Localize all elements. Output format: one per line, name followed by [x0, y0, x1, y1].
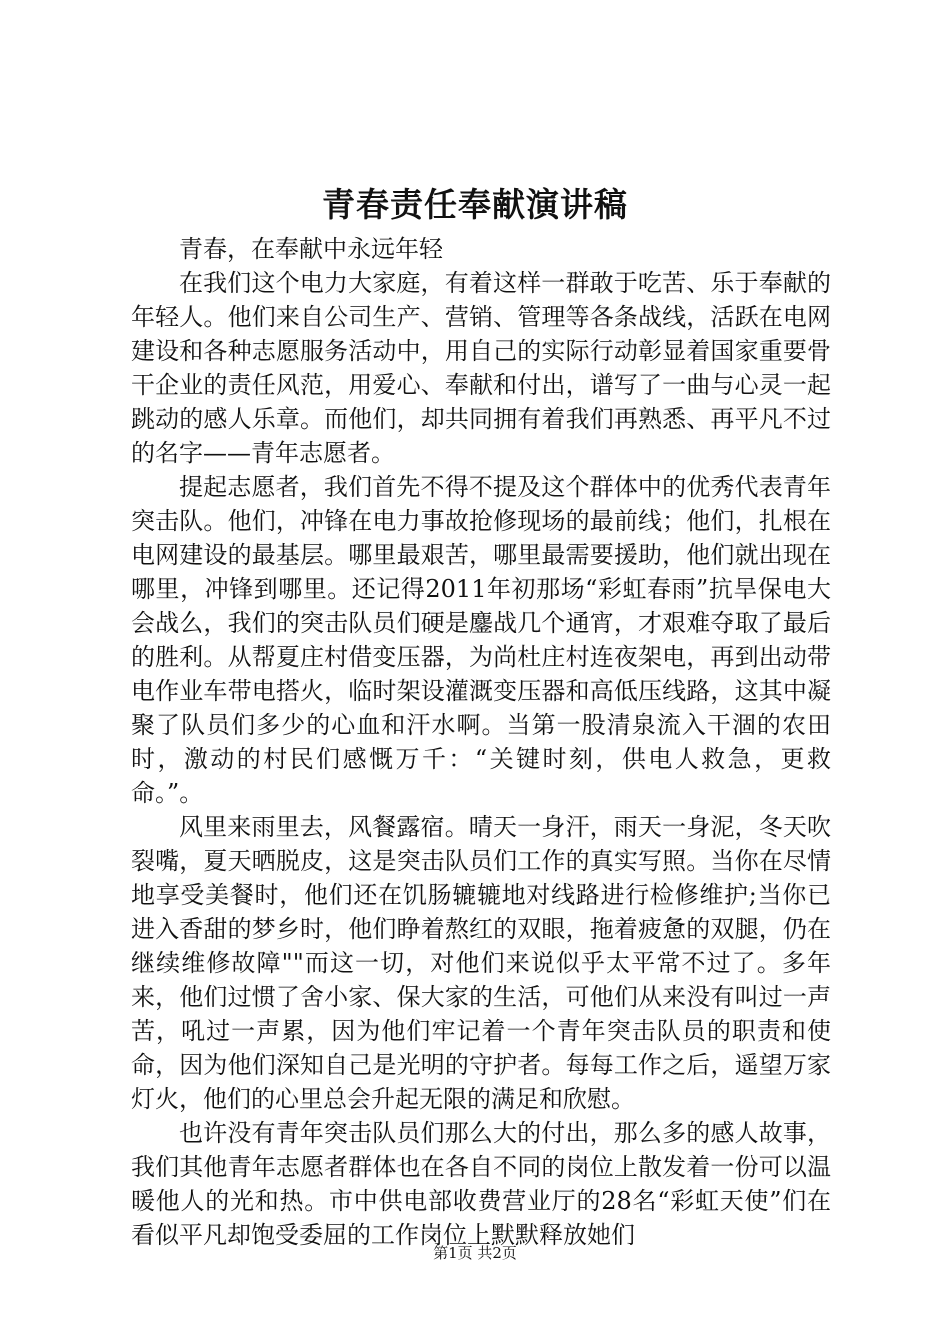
paragraph: 在我们这个电力大家庭，有着这样一群敢于吃苦、乐于奉献的年轻人。他们来自公司生产、营销、管理等各条战线，活跃在电网建设和各种志愿服务活动中，用自己的实际行动彰显着国家重要骨干企业的责任风范，用爱心、奉献和付出，谱写了一曲与心灵一起跳动的感人乐章。而他们，却共同拥有着我们再熟悉、再平凡不过的名字——青年志愿者。: [131, 269, 831, 467]
paragraph-subtitle: 青春，在奉献中永远年轻: [179, 235, 443, 263]
paragraph: 风里来雨里去，风餐露宿。晴天一身汗，雨天一身泥，冬天吹裂嘴，夏天晒脱皮，这是突击队员们工作的真实写照。当你在尽情地享受美餐时，他们还在饥肠辘辘地对线路进行检修维护;当你已进入香甜的梦乡时，他们睁着熬红的双眼，拖着疲惫的双腿，仍在继续维修故障""而这一切，对他们来说似乎太平常不过了。多年来，他们过惯了舍小家、保大家的生活，可他们从来没有叫过一声苦，吼过一声累，因为他们牢记着一个青年突击队员的职责和使命，因为他们深知自己是光明的守护者。每每工作之后，遥望万家灯火，他们的心里总会升起无限的满足和欣慰。: [131, 813, 831, 1113]
paragraph: 也许没有青年突击队员们那么大的付出，那么多的感人故事，我们其他青年志愿者群体也在各自不同的岗位上散发着一份可以温暖他人的光和热。市中供电部收费营业厅的28名“彩虹天使”们在看似平凡却饱受委屈的工作岗位上默默释放她们: [131, 1119, 831, 1249]
paragraph: 提起志愿者，我们首先不得不提及这个群体中的优秀代表青年突击队。他们，冲锋在电力事故抢修现场的最前线；他们，扎根在电网建设的最基层。哪里最艰苦，哪里最需要援助，他们就出现在哪里，冲锋到哪里。还记得2011年初那场“彩虹春雨”抗旱保电大会战么，我们的突击队员们硬是鏖战几个通宵，才艰难夺取了最后的胜利。从帮夏庄村借变压器，为尚杜庄村连夜架电，再到出动带电作业车带电搭火，临时架设灌溉变压器和高低压线路，这其中凝聚了队员们多少的心血和汗水啊。当第一股清泉流入干涸的农田时，激动的村民们感慨万千：“关键时刻，供电人救急，更救命。”。: [131, 473, 831, 807]
page-number-footer: 第1页 共2页: [433, 1244, 517, 1262]
document-title: 青春责任奉献演讲稿: [322, 185, 628, 224]
document-body: [131, 232, 831, 1252]
